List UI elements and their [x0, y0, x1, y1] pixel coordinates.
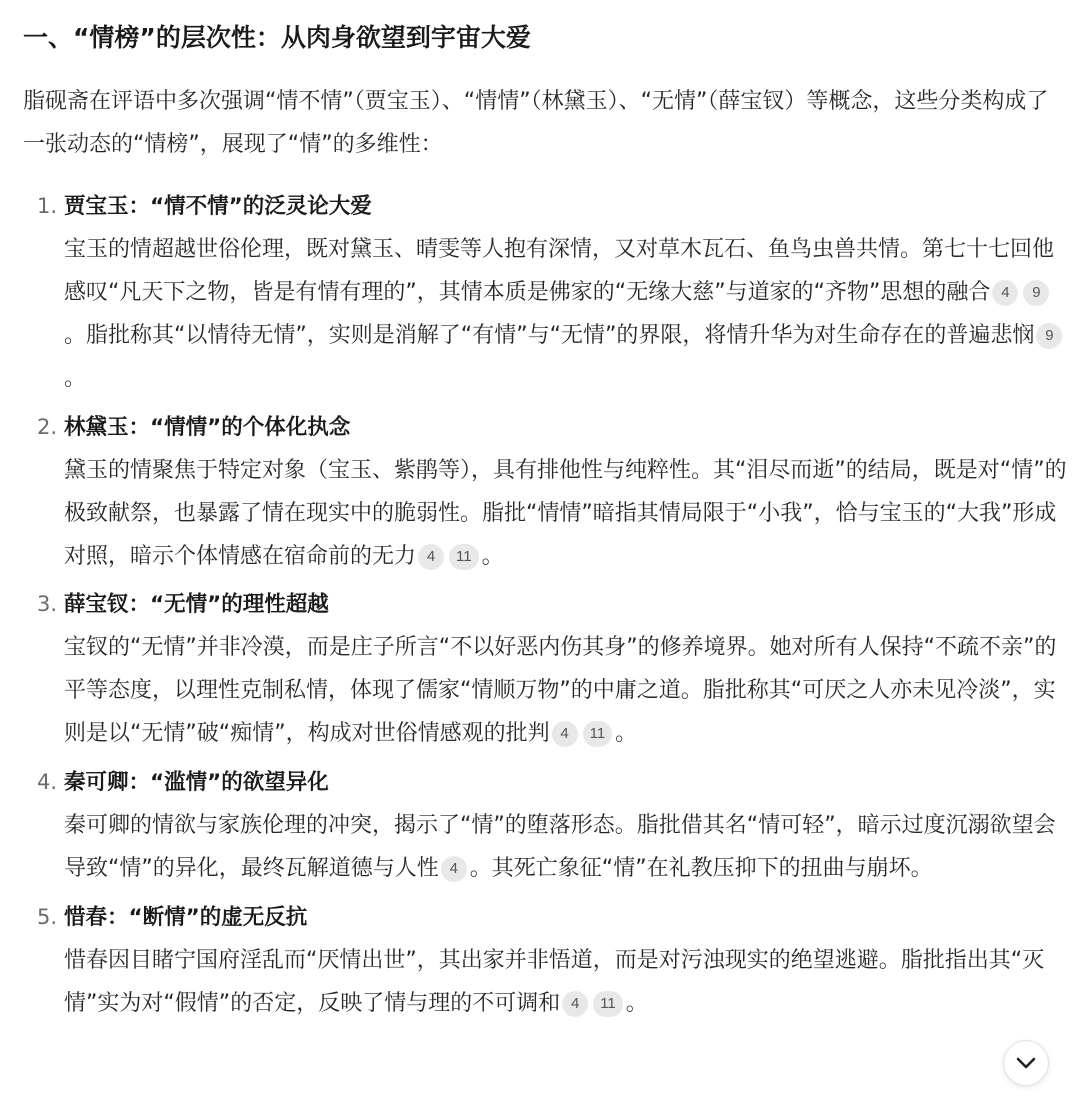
list-item: [23, 761, 1065, 890]
list-item-body: [64, 939, 1067, 1025]
citation-badge[interactable]: 11: [449, 544, 479, 570]
body-text: 宝玉的情超越世俗伦理，既对黛玉、晴雯等人抱有深情，又对草木瓦石、鱼鸟虫兽共情。第七十七回他感叹“凡天下之物，皆是有情有理的”，其情本质是佛家的“无缘大慈”与道家的“齐物”思想的融合: [64, 237, 1055, 305]
list-item-title: 惜春：“断情”的虚无反抗: [64, 905, 308, 930]
body-text: 。其死亡象征“情”在礼教压抑下的扭曲与崩坏。: [469, 856, 933, 881]
citation-badge[interactable]: 11: [593, 991, 623, 1017]
list-item: [23, 896, 1065, 1025]
list-item-number: 2.: [37, 415, 58, 439]
citation-badge[interactable]: 4: [552, 721, 578, 747]
body-text: 。: [615, 721, 638, 746]
citation-badge[interactable]: 9: [1036, 323, 1062, 349]
body-text: 惜春因目睹宁国府淫乱而“厌情出世”，其出家并非悟道，而是对污浊现实的绝望逃避。脂批指出其“灭情”实为对“假情”的否定，反映了情与理的不可调和: [64, 948, 1045, 1016]
citation-badge[interactable]: 4: [562, 991, 588, 1017]
citation-badge[interactable]: 4: [418, 544, 444, 570]
scroll-down-button[interactable]: [1003, 1040, 1049, 1086]
section-heading: 一、“情榜”的层次性：从肉身欲望到宇宙大爱: [23, 23, 531, 52]
list-item-body: [64, 804, 1067, 890]
list-item-title: 贾宝玉：“情不情”的泛灵论大爱: [64, 194, 372, 219]
body-text: 。: [625, 991, 648, 1016]
body-text: 黛玉的情聚焦于特定对象（宝玉、紫鹃等），具有排他性与纯粹性。其“泪尽而逝”的结局，既是对“情”的极致献祭，也暴露了情在现实中的脆弱性。脂批“情情”暗指其情局限于“小我”，恰与宝玉的“大我”形成对照，暗示个体情感在宿命前的无力: [64, 458, 1067, 569]
list-item-body: [64, 449, 1067, 578]
citation-badge[interactable]: 9: [1023, 280, 1049, 306]
body-text: 。: [64, 366, 87, 391]
citation-badge[interactable]: 11: [583, 721, 613, 747]
list-item-number: 1.: [37, 194, 58, 218]
list-item-body: [64, 626, 1067, 755]
list-item-number: 4.: [37, 770, 58, 794]
body-text: 。: [481, 544, 504, 569]
list-item: [23, 583, 1065, 755]
list-item-title: 秦可卿：“滥情”的欲望异化: [64, 770, 329, 795]
body-text: 宝钗的“无情”并非冷漠，而是庄子所言“不以好恶内伤其身”的修养境界。她对所有人保持“不疏不亲”的平等态度，以理性克制私情，体现了儒家“情顺万物”的中庸之道。脂批称其“可厌之人亦未见冷淡”，实则是以“无情”破“痴情”，构成对世俗情感观的批判: [64, 635, 1057, 746]
body-text: 。脂批称其“以情待无情”，实则是消解了“有情”与“无情”的界限，将情升华为对生命存在的普遍悲悯: [64, 323, 1035, 348]
body-text: 秦可卿的情欲与家族伦理的冲突，揭示了“情”的堕落形态。脂批借其名“情可轻”，暗示过度沉溺欲望会导致“情”的异化，最终瓦解道德与人性: [64, 813, 1056, 881]
ordered-list: [23, 185, 1065, 1025]
list-item-title: 薛宝钗：“无情”的理性超越: [64, 592, 329, 617]
list-item: [23, 185, 1065, 400]
list-item-title: 林黛玉：“情情”的个体化执念: [64, 415, 351, 440]
chevron-down-icon: [1015, 1056, 1037, 1070]
citation-badge[interactable]: 4: [992, 280, 1018, 306]
list-item-number: 3.: [37, 592, 58, 616]
list-item-number: 5.: [37, 905, 58, 929]
intro-paragraph: 脂砚斋在评语中多次强调“情不情”（贾宝玉）、“情情”（林黛玉）、“无情”（薛宝钗）等概念，这些分类构成了一张动态的“情榜”，展现了“情”的多维性：: [23, 89, 1049, 157]
citation-badge[interactable]: 4: [441, 856, 467, 882]
list-item-body: [64, 228, 1067, 400]
list-item: [23, 406, 1065, 578]
